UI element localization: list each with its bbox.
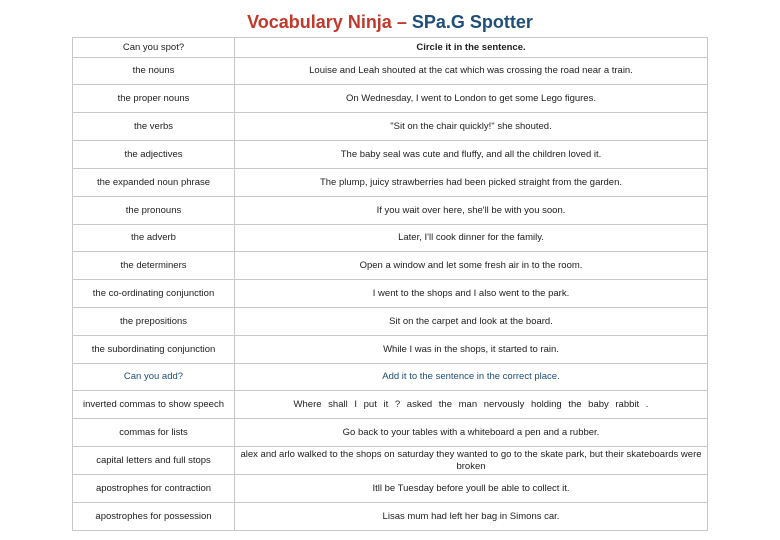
spot-sentence: If you wait over here, she'll be with you soon. bbox=[235, 197, 708, 225]
add-sentence: Where shall I put it ? asked the man nervously holding the baby rabbit . bbox=[235, 391, 708, 419]
table-row bbox=[73, 113, 708, 141]
table-row bbox=[73, 85, 708, 113]
add-header-right: Add it to the sentence in the correct place. bbox=[235, 364, 708, 391]
table-row bbox=[73, 252, 708, 280]
table-row bbox=[73, 141, 708, 169]
add-sentence: Lisas mum had left her bag in Simons car. bbox=[235, 503, 708, 531]
table-row bbox=[73, 336, 708, 364]
spot-sentence: On Wednesday, I went to London to get some Lego figures. bbox=[235, 85, 708, 113]
add-item: inverted commas to show speech bbox=[73, 391, 235, 419]
add-item: commas for lists bbox=[73, 419, 235, 447]
spot-header-left: Can you spot? bbox=[73, 38, 235, 58]
add-header-row bbox=[73, 364, 708, 391]
add-sentence: Itll be Tuesday before youll be able to collect it. bbox=[235, 475, 708, 503]
spot-item: the adverb bbox=[73, 225, 235, 252]
table-row bbox=[73, 308, 708, 336]
spot-sentence: The baby seal was cute and fluffy, and all the children loved it. bbox=[235, 141, 708, 169]
table-row bbox=[73, 225, 708, 252]
spot-item: the nouns bbox=[73, 58, 235, 85]
spot-header-right: Circle it in the sentence. bbox=[235, 38, 708, 58]
add-item: apostrophes for possession bbox=[73, 503, 235, 531]
table-row bbox=[73, 280, 708, 308]
table-row bbox=[73, 169, 708, 197]
spot-sentence: Open a window and let some fresh air in to the room. bbox=[235, 252, 708, 280]
spot-item: the prepositions bbox=[73, 308, 235, 336]
add-item: capital letters and full stops bbox=[73, 447, 235, 475]
spot-item: the co-ordinating conjunction bbox=[73, 280, 235, 308]
spot-sentence: While I was in the shops, it started to rain. bbox=[235, 336, 708, 364]
spot-sentence: The plump, juicy strawberries had been picked straight from the garden. bbox=[235, 169, 708, 197]
table-row bbox=[73, 197, 708, 225]
add-sentence: alex and arlo walked to the shops on saturday they wanted to go to the skate park, but their skateboards were broken bbox=[235, 447, 708, 475]
table-row bbox=[73, 58, 708, 85]
spot-item: the expanded noun phrase bbox=[73, 169, 235, 197]
table-row bbox=[73, 475, 708, 503]
title-part-1: Vocabulary Ninja – bbox=[247, 12, 412, 32]
spot-item: the pronouns bbox=[73, 197, 235, 225]
spot-item: the verbs bbox=[73, 113, 235, 141]
spot-sentence: "Sit on the chair quickly!" she shouted. bbox=[235, 113, 708, 141]
add-sentence: Go back to your tables with a whiteboard a pen and a rubber. bbox=[235, 419, 708, 447]
spag-table bbox=[72, 37, 708, 531]
spot-sentence: Later, I'll cook dinner for the family. bbox=[235, 225, 708, 252]
spot-item: the subordinating conjunction bbox=[73, 336, 235, 364]
table-row bbox=[73, 391, 708, 419]
spot-sentence: I went to the shops and I also went to the park. bbox=[235, 280, 708, 308]
spot-item: the adjectives bbox=[73, 141, 235, 169]
page-title bbox=[0, 10, 780, 34]
table-row bbox=[73, 447, 708, 475]
spot-item: the proper nouns bbox=[73, 85, 235, 113]
add-header-left: Can you add? bbox=[73, 364, 235, 391]
spot-header-row bbox=[73, 38, 708, 58]
spot-item: the determiners bbox=[73, 252, 235, 280]
add-item: apostrophes for contraction bbox=[73, 475, 235, 503]
table-row bbox=[73, 503, 708, 531]
title-part-2: SPa.G Spotter bbox=[411, 12, 533, 32]
table-row bbox=[73, 419, 708, 447]
spot-sentence: Sit on the carpet and look at the board. bbox=[235, 308, 708, 336]
spot-sentence: Louise and Leah shouted at the cat which was crossing the road near a train. bbox=[235, 58, 708, 85]
